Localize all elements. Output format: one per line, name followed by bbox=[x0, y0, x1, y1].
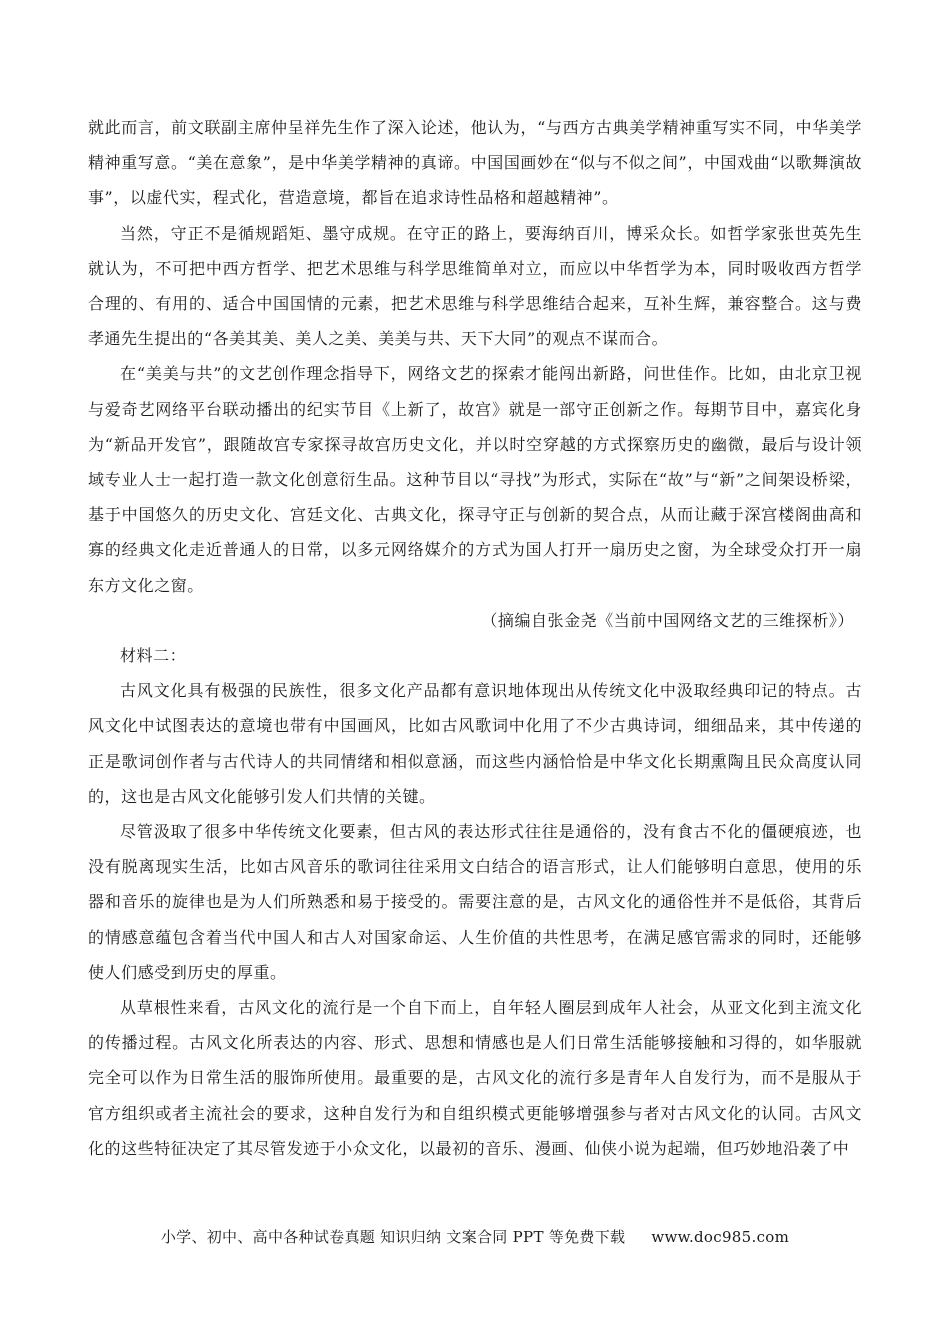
source-citation: （摘编自张金尧《当前中国网络文艺的三维探析》） bbox=[481, 610, 854, 630]
article-body bbox=[88, 110, 862, 1166]
page-footer bbox=[0, 1226, 950, 1247]
material-two-label: 材料二： bbox=[120, 646, 187, 666]
paragraph-1: 就此而言，前文联副主席仲呈祥先生作了深入论述，他认为，“与西方古典美学精神重写实不同，中华美学精神重写意。“美在意象”，是中华美学精神的真谛。中国国画妙在“似与不似之间”，中国戏曲“以歌舞演故事”，以虚代实，程式化，营造意境，都旨在追求诗性品格和超越精神”。 bbox=[88, 118, 862, 208]
paragraph-2: 当然，守正不是循规蹈矩、墨守成规。在守正的路上，要海纳百川，博采众长。如哲学家张世英先生就认为，不可把中西方哲学、把艺术思维与科学思维简单对立，而应以中华哲学为本，同时吸收西方哲学合理的、有用的、适合中国国情的元素，把艺术思维与科学思维结合起来，互补生辉，兼容整合。这与费孝通先生提出的“各美其美、美人之美、美美与共、天下大同”的观点不谋而合。 bbox=[88, 223, 862, 349]
paragraph-4: 古风文化具有极强的民族性，很多文化产品都有意识地体现出从传统文化中汲取经典印记的特点。古风文化中试图表达的意境也带有中国画风，比如古风歌词中化用了不少古典诗词，细细品来，其中传递的正是歌词创作者与古代诗人的共同情绪和相似意涵，而这些内涵恰恰是中华文化长期熏陶且民众高度认同的，这也是古风文化能够引发人们共情的关键。 bbox=[88, 681, 862, 806]
paragraph-3: 在“美美与共”的文艺创作理念指导下，网络文艺的探索才能闯出新路，问世佳作。比如，由北京卫视与爱奇艺网络平台联动播出的纪实节目《上新了，故宫》就是一部守正创新之作。每期节目中，嘉宾化身为“新品开发官”，跟随故宫专家探寻故宫历史文化，并以时空穿越的方式探察历史的幽微，最后与设计领域专业人士一起打造一款文化创意衍生品。这种节目以“寻找”为形式，实际在“故”与“新”之间架设桥梁，基于中国悠久的历史文化、宫廷文化、古典文化，探寻守正与创新的契合点，从而让藏于深宫楼阁曲高和寡的经典文化走近普通人的日常，以多元网络媒介的方式为国人打开一扇历史之窗，为全球受众打开一扇东方文化之窗。 bbox=[88, 364, 862, 595]
paragraph-6: 从草根性来看，古风文化的流行是一个自下而上，自年轻人圈层到成年人社会，从亚文化到主流文化的传播过程。古风文化所表达的内容、形式、思想和情感也是人们日常生活能够接触和习得的，如华服就完全可以作为日常生活的服饰所使用。最重要的是，古风文化的流行多是青年人自发行为，而不是服从于官方组织或者主流社会的要求，这种自发行为和自组织模式更能够增强参与者对古风文化的认同。古风文化的这些特征决定了其尽管发迹于小众文化，以最初的音乐、漫画、仙侠小说为起端，但巧妙地沿袭了中 bbox=[88, 998, 862, 1158]
paragraph-5: 尽管汲取了很多中华传统文化要素，但古风的表达形式往往是通俗的，没有食古不化的僵硬痕迹，也没有脱离现实生活，比如古风音乐的歌词往往采用文白结合的语言形式，让人们能够明白意思，使用的乐器和音乐的旋律也是为人们所熟悉和易于接受的。需要注意的是，古风文化的通俗性并不是低俗，其背后的情感意蕴包含着当代中国人和古人对国家命运、人生价值的共性思考，在满足感官需求的同时，还能够使人们感受到历史的厚重。 bbox=[88, 822, 862, 982]
footer-text: 小学、初中、高中各种试卷真题 知识归纳 文案合同 PPT 等免费下载 bbox=[160, 1228, 626, 1246]
footer-url[interactable]: www.doc985.com bbox=[651, 1228, 790, 1246]
